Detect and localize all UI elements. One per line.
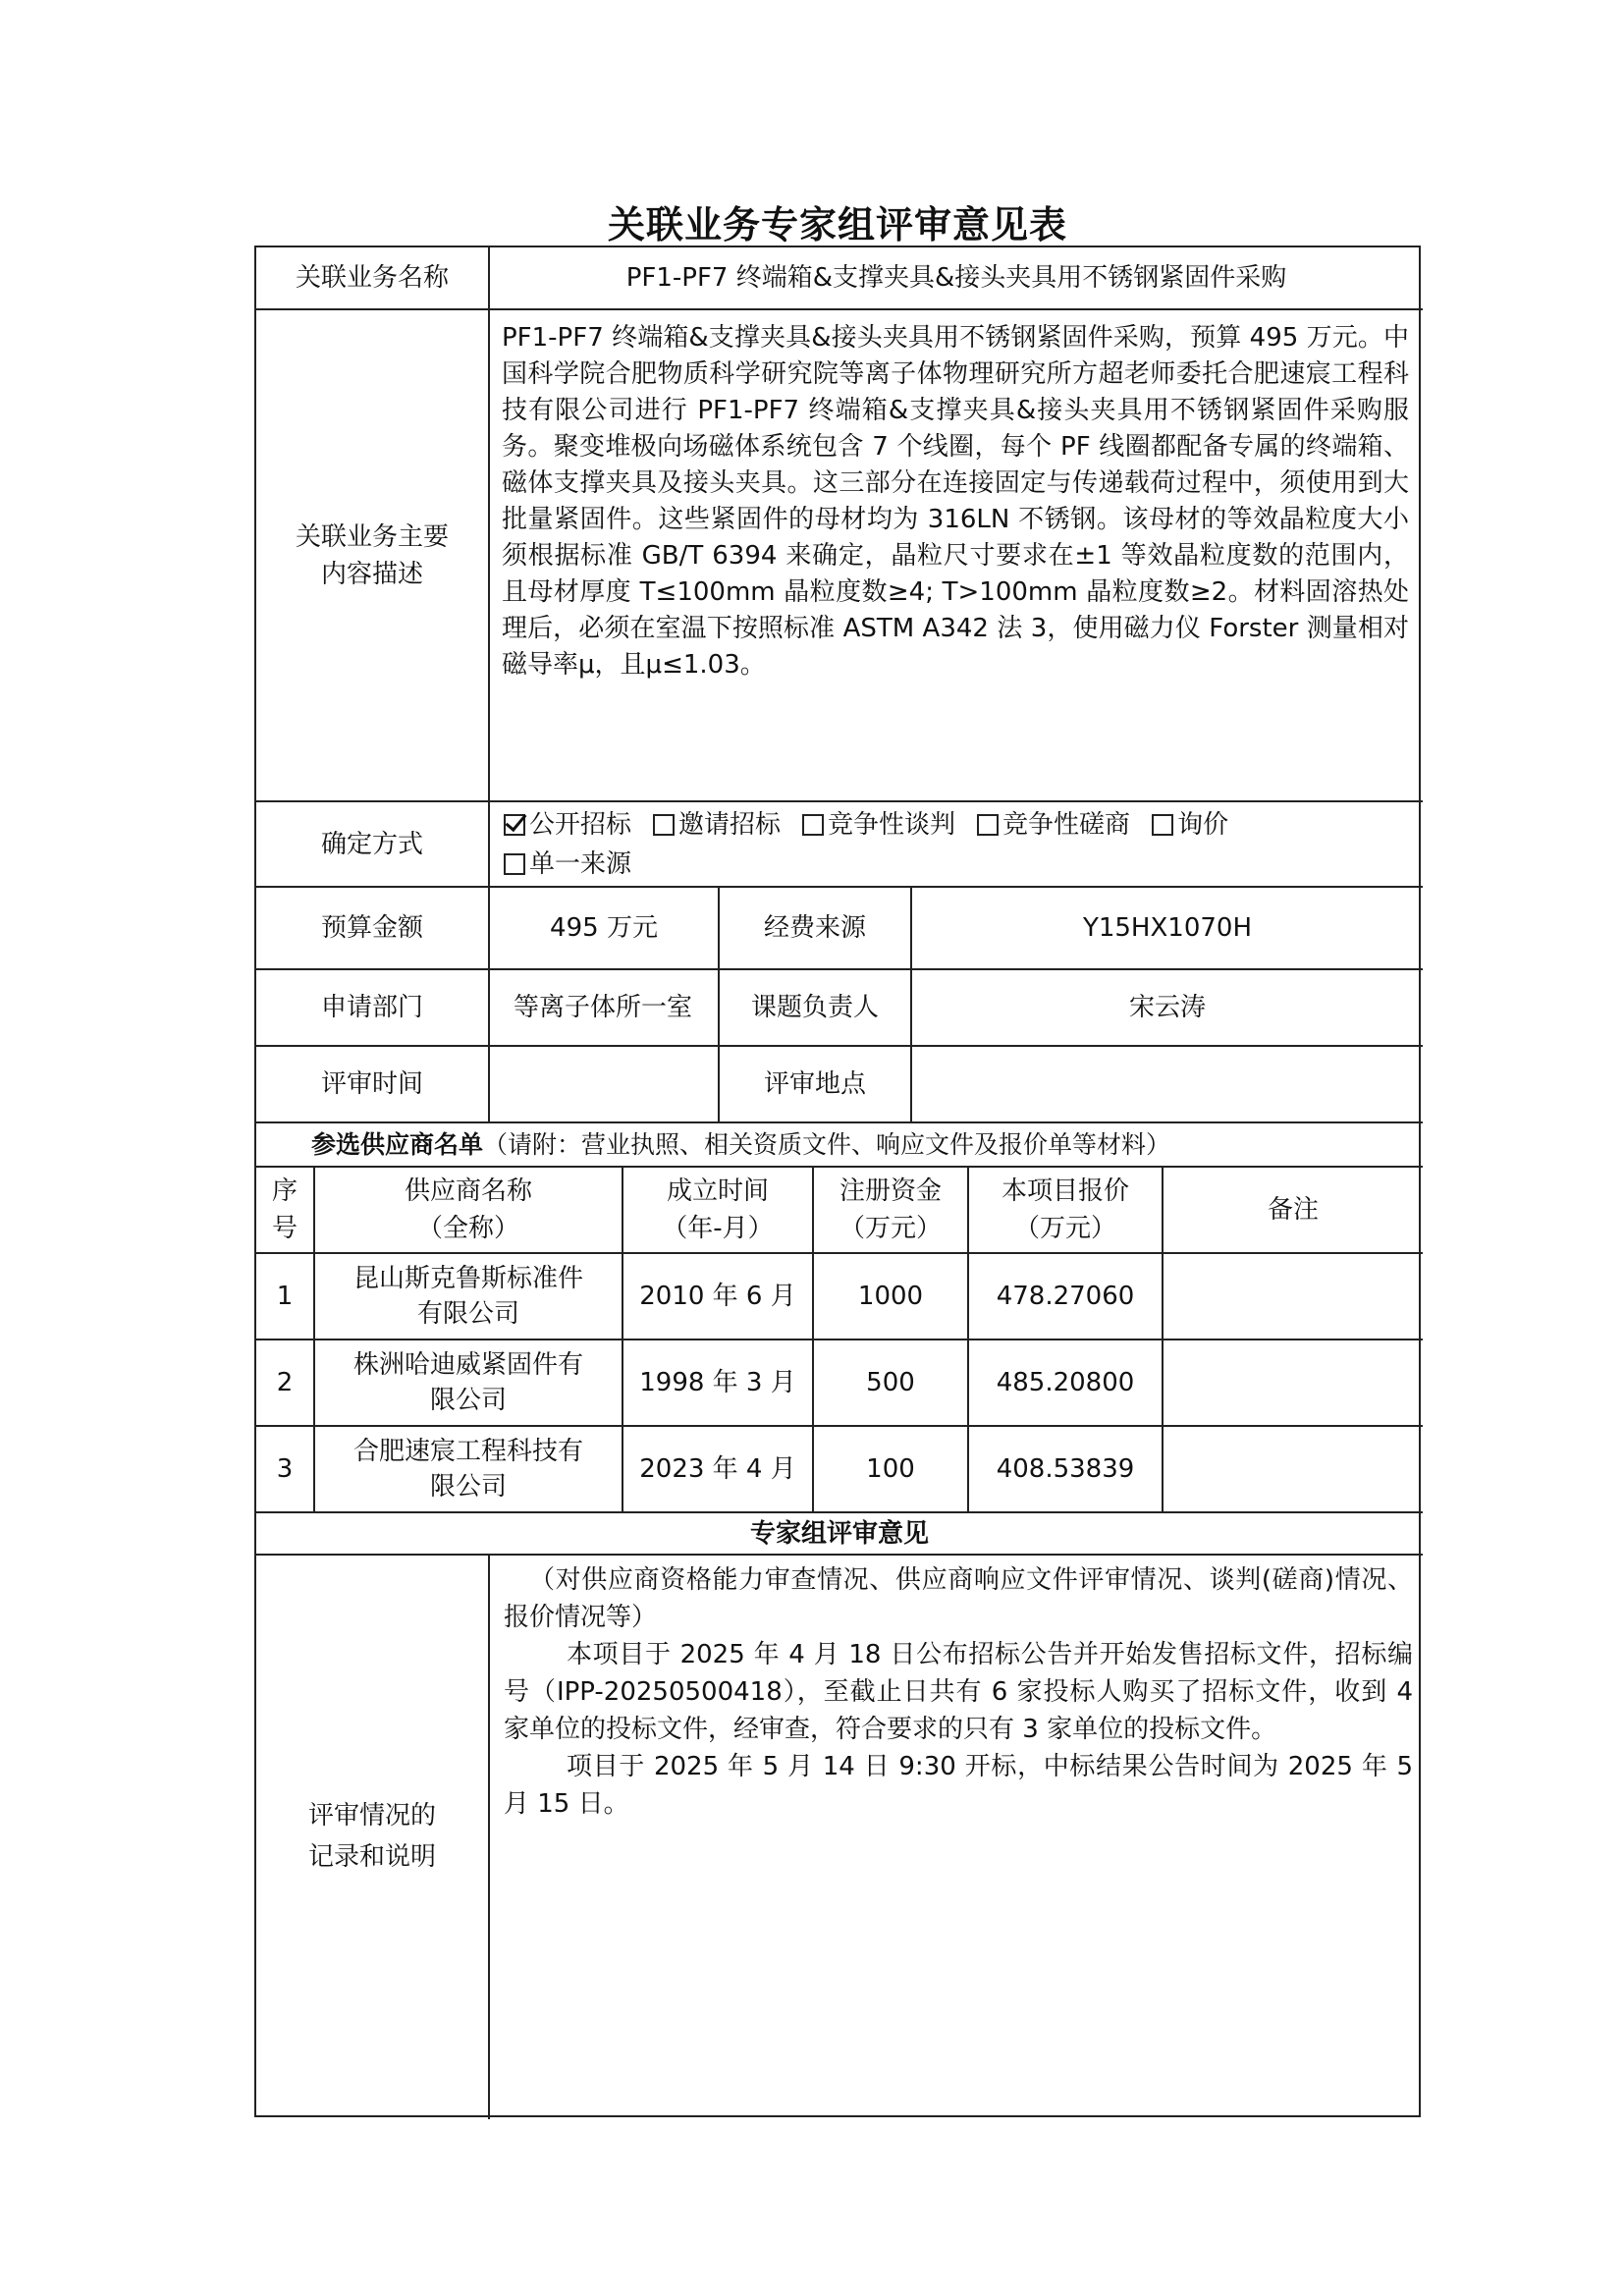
supplier-founded: 1998 年 3 月 [639,1368,796,1397]
header-quote: 本项目报价 （万元） [1001,1176,1129,1243]
header-capital: 注册资金 （万元） [839,1176,942,1243]
method-option-invited-tender[interactable]: 邀请招标 [653,810,781,840]
supplier-no: 2 [276,1368,294,1397]
supplier-capital: 100 [866,1454,915,1484]
business-name-label: 关联业务名称 [295,263,449,293]
checkbox-icon[interactable] [504,853,525,875]
method-option-single-source[interactable]: 单一来源 [504,849,631,879]
method-option-competitive-negotiation[interactable]: 竞争性谈判 [802,810,955,840]
supplier-capital: 1000 [857,1282,924,1311]
checkbox-icon[interactable] [1152,814,1173,836]
supplier-quote: 485.20800 [996,1368,1135,1397]
opinion-tender-paragraph: 本项目于 2025 年 4 月 18 日公布招标公告并开始发售招标文件，招标编号（IPP-20250500418），至截止日共有 6 家投标人购买了招标文件，收到 4 家单位的投标文件，经审查，符合要求的只有 3 家单位的投标文件。 [504,1640,1413,1744]
business-desc-text: PF1-PF7 终端箱&支撑夹具&接头夹具用不锈钢紧固件采购，预算 495 万元。中国科学院合肥物质科学研究院等离子体物理研究所方超老师委托合肥速宸工程科技有限公司进行 PF1-PF7 终端箱&支撑夹具&接头夹具用不锈钢紧固件采购服务。聚变堆极向场磁体系统包含 7 个线圈，每个 PF 线圈都配备专属的终端箱、磁体支撑夹具及接头夹具。这三部分在连接固定与传递载荷过程中，须使用到大批量紧固件。这些紧固件的母材均为 316LN 不锈钢。该母材的等效晶粒度大小须根据标准 GB/T 6394 来确定，晶粒尺寸要求在±1 等效晶粒度数的范围内，且母材厚度 T≤100mm 晶粒度数≥4; T>100mm 晶粒度数≥2。材料固溶热处理后，必须在室温下按照标准 ASTM A342 法 3，使用磁力仪 Forster 测量相对磁导率μ，且μ≤1.03。 [502,323,1409,680]
method-option-inquiry[interactable]: 询价 [1152,810,1228,840]
header-no: 序 号 [271,1176,298,1243]
funding-label: 经费来源 [763,913,866,943]
business-desc-label: 关联业务主要内容描述 [295,521,449,589]
checkbox-icon[interactable] [802,814,824,836]
review-time-label: 评审时间 [320,1069,423,1099]
supplier-quote: 408.53839 [996,1454,1135,1484]
funding-value: Y15HX1070H [1082,913,1253,943]
method-label: 确定方式 [320,829,423,859]
method-option-competitive-consultation[interactable]: 竞争性磋商 [977,810,1130,840]
budget-label: 预算金额 [320,913,423,943]
opinion-opening-paragraph: 项目于 2025 年 5 月 14 日 9:30 开标，中标结果公告时间为 2025 年 5 月 15 日。 [504,1752,1413,1819]
checkbox-icon[interactable] [653,814,675,836]
supplier-name: 株洲哈迪威紧固件有 限公司 [352,1350,583,1415]
department-value: 等离子体所一室 [513,993,692,1022]
supplier-name: 合肥速宸工程科技有 限公司 [352,1437,583,1502]
review-place-value [912,1047,1423,1121]
page-title: 关联业务专家组评审意见表 [607,203,1067,246]
supplier-remark [1164,1340,1423,1425]
header-founded: 成立时间 （年-月） [662,1176,774,1243]
opinion-section-title: 专家组评审意见 [749,1518,929,1549]
review-time-value [490,1047,718,1121]
leader-label: 课题负责人 [750,993,879,1022]
method-option-open-tender[interactable]: 公开招标 [504,810,631,840]
supplier-no: 3 [276,1454,294,1484]
suppliers-section-heading [311,1123,1411,1166]
opinion-text [504,1561,1413,1823]
business-name-value: PF1-PF7 终端箱&支撑夹具&接头夹具用不锈钢紧固件采购 [625,263,1287,293]
supplier-remark [1164,1427,1423,1511]
review-place-label: 评审地点 [763,1069,866,1099]
opinion-intro: （对供应商资格能力审查情况、供应商响应文件评审情况、谈判(磋商)情况、报价情况等） [504,1565,1413,1632]
suppliers-section-note: （请附：营业执照、相关资质文件、响应文件及报价单等材料） [483,1129,1171,1159]
review-form-table [254,246,1421,2117]
opinion-label: 评审情况的 记录和说明 [307,1801,436,1872]
budget-value: 495 万元 [550,913,658,943]
method-options [504,805,1417,884]
header-remark: 备注 [1267,1195,1319,1225]
header-supplier-name: 供应商名称 （全称） [404,1176,532,1243]
leader-value: 宋云涛 [1128,993,1206,1022]
supplier-name: 昆山斯克鲁斯标准件 有限公司 [352,1264,583,1329]
supplier-founded: 2023 年 4 月 [639,1454,796,1484]
supplier-remark [1164,1254,1423,1339]
department-label: 申请部门 [320,993,423,1022]
supplier-founded: 2010 年 6 月 [639,1282,796,1311]
supplier-capital: 500 [866,1368,915,1397]
supplier-no: 1 [276,1282,294,1311]
checkbox-icon[interactable] [977,814,999,836]
suppliers-section-title: 参选供应商名单 [311,1129,484,1159]
checkbox-checked-icon[interactable] [504,814,525,836]
supplier-quote: 478.27060 [996,1282,1135,1311]
